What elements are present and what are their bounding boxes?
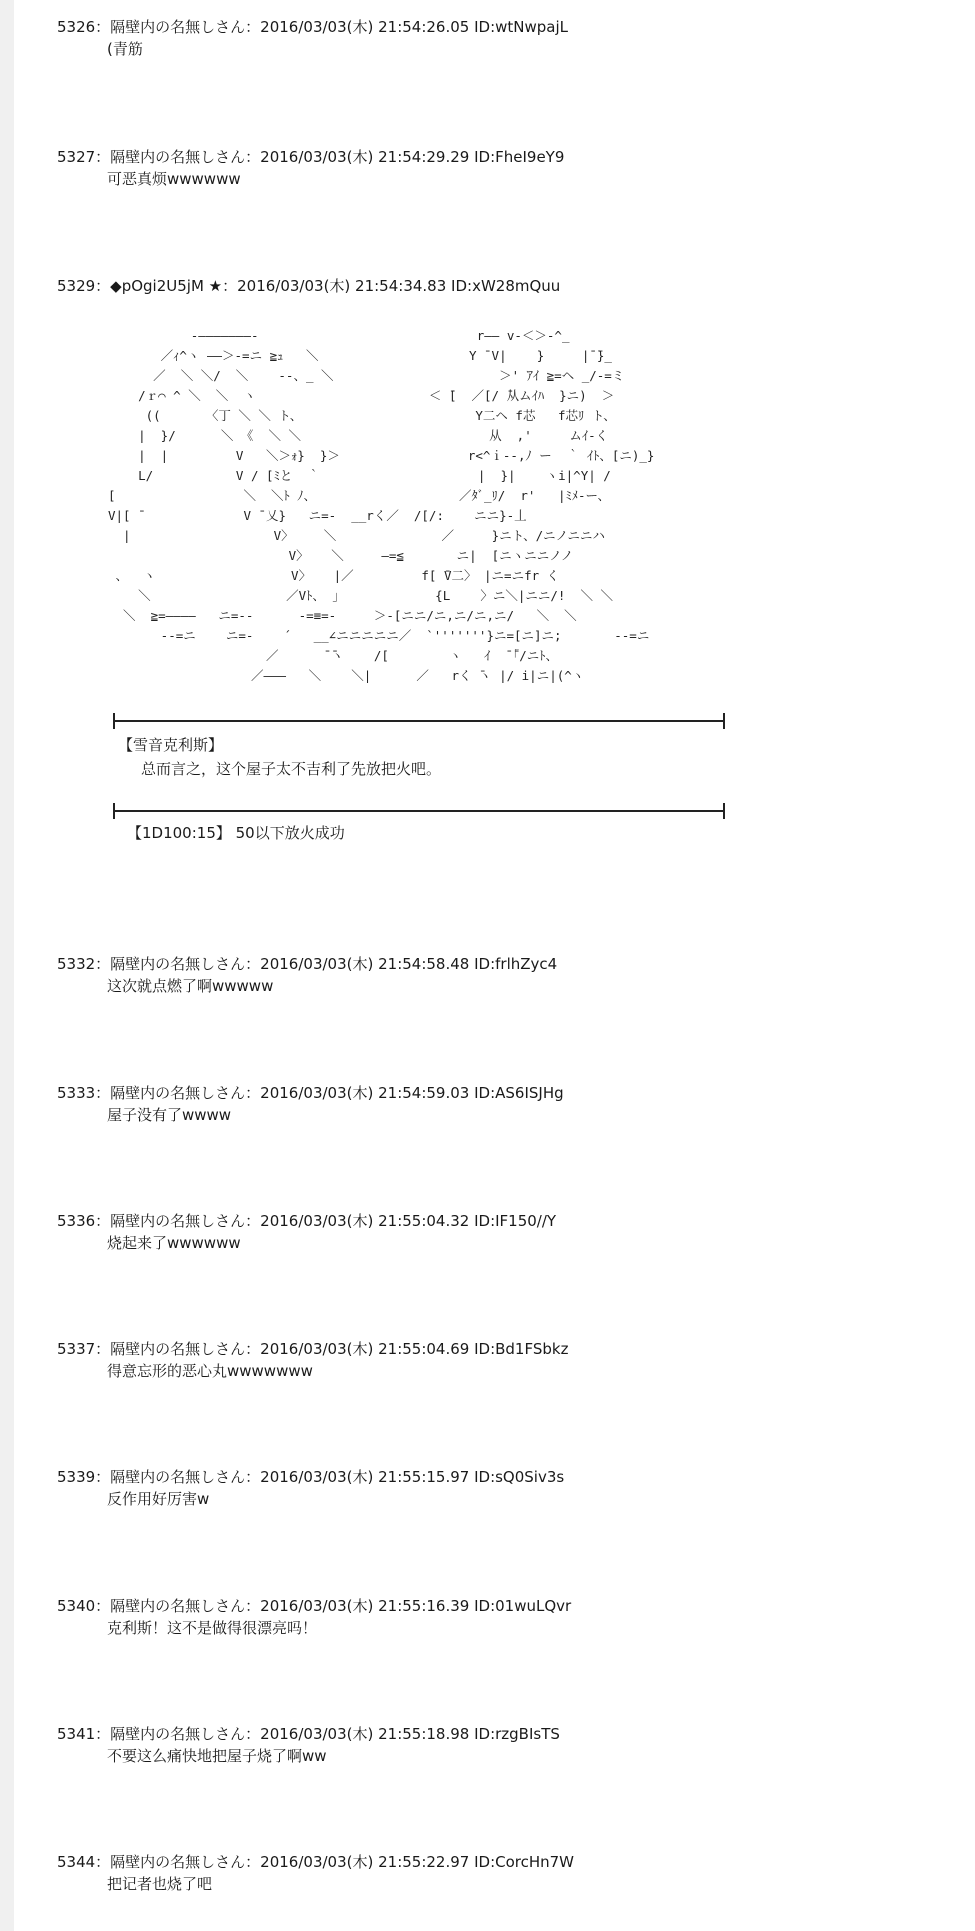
- post-header: 5336：隔壁内の名無しさん：2016/03/03(木) 21:55:04.32 ID:IF150//Y: [57, 1212, 557, 1230]
- post-header: 5341：隔壁内の名無しさん：2016/03/03(木) 21:55:18.98 ID:rzgBIsTS: [57, 1725, 560, 1743]
- divider-bottom: [113, 810, 725, 812]
- post-body: 这次就点燃了啊wwwww: [107, 977, 274, 995]
- post-5326: [57, 16, 568, 60]
- ascii-art: -―――――――- r―― v-＜＞-^_ ／ｨ^ヽ ――＞-=ニ ≧ｭ ＼ Y ̄ V| } |̄ ̄}_ ／ ＼ ＼/ ＼ ‐‐、_ ＼ ＞' ｱｲ ≧=ヘ _/-=ミ /ｒ⌒ ^ ＼ ＼ ヽ ＜ ̄[ ／[/ ̄从ムｲﾊ }ニ) ＞ (( 〈丁 ＼ ＼ ト、 Y二ヘ f芯 f芯ﾘ ト、 | }/ ＼ 《 ＼ ＼ 从 ,' ムｲ-く | | V ＼＞ｫ} }＞ r<^ｉ--,ﾉ ー ｀ ｲﾄ、[ニ)_} L/ V / [ﾐと ｀ | }| ヽi|^Y| / [ ＼ ＼ﾄ ﾉ、 ／ﾀﾞ_ﾘ/ r' |ﾐﾒ-ー、 V|[ ̄ V ̄ 乂} ニ=- __rく／ /[/: ニニ}-丄 | V〉 ＼ ／ }ニト、/ニノニニハ V〉 ＼ ―=≦ ニ| [ニヽニニノノ 、 ヽ V〉 |／ f[ ̄V二〉 |ニ=ニfr く ＼ ／Vﾄ、 」 {L 〉ニ＼|ニニ/! ＼ ＼ ＼ ≧=―――― ニ=‐- -=≡=- ＞-[ニニ/ニ,ニ/ニ,ニ/ ＼ ＼ --=ニ ニ=- ´ __∠ニニニニニ／ `'''''''}ニ=[ニ]ニ; --=ニ ／ ̄ ̄ヽ /[ ヽ ｲ ̄ ̄｢/ニﾄ、 ／――― ＼ ＼| ／ rく ̄ヽ |/ i|ニ|(^ヽ: [108, 328, 655, 683]
- speech-text: 总而言之，这个屋子太不吉利了先放把火吧。: [141, 760, 442, 778]
- post-header: 5326：隔壁内の名無しさん：2016/03/03(木) 21:54:26.05 ID:wtNwpajL: [57, 18, 568, 36]
- post-body: 克利斯！这不是做得很漂亮吗！: [107, 1619, 318, 1637]
- post-body: 可恶真烦wwwwww: [107, 170, 241, 188]
- post-body: 烧起来了wwwwww: [107, 1234, 241, 1252]
- post-header: 5329：◆pOgi2U5jM ★：2016/03/03(木) 21:54:34.83 ID:xW28mQuu: [57, 277, 561, 295]
- post-5344: [57, 1851, 574, 1895]
- post-5329: [57, 275, 560, 297]
- post-5332: [57, 953, 557, 997]
- divider-tick: [723, 803, 725, 819]
- dice-roll-result: 【1D100:15】 50以下放火成功: [127, 824, 345, 842]
- divider-tick: [723, 713, 725, 729]
- post-body: 反作用好厉害w: [107, 1490, 210, 1508]
- post-header: 5337：隔壁内の名無しさん：2016/03/03(木) 21:55:04.69 ID:Bd1FSbkz: [57, 1340, 569, 1358]
- divider-tick: [113, 713, 115, 729]
- post-header: 5327：隔壁内の名無しさん：2016/03/03(木) 21:54:29.29 ID:FheI9eY9: [57, 148, 565, 166]
- post-5336: [57, 1210, 556, 1254]
- post-header: 5339：隔壁内の名無しさん：2016/03/03(木) 21:55:15.97 ID:sQ0Siv3s: [57, 1468, 565, 1486]
- post-body: 不要这么痛快地把屋子烧了啊ww: [107, 1747, 327, 1765]
- post-5341: [57, 1723, 560, 1767]
- post-5333: [57, 1082, 564, 1126]
- post-header: 5340：隔壁内の名無しさん：2016/03/03(木) 21:55:16.39 ID:01wuLQvr: [57, 1597, 572, 1615]
- post-header: 5332：隔壁内の名無しさん：2016/03/03(木) 21:54:58.48 ID:frlhZyc4: [57, 955, 558, 973]
- post-5340: [57, 1595, 571, 1639]
- post-5339: [57, 1466, 564, 1510]
- post-header: 5344：隔壁内の名無しさん：2016/03/03(木) 21:55:22.97 ID:CorcHn7W: [57, 1853, 575, 1871]
- post-5327: [57, 146, 564, 190]
- post-body: 屋子没有了wwww: [107, 1106, 232, 1124]
- post-body: 得意忘形的恶心丸wwwwwww: [107, 1362, 313, 1380]
- post-body: (青筋: [107, 40, 143, 58]
- divider-top: [113, 720, 725, 722]
- post-header: 5333：隔壁内の名無しさん：2016/03/03(木) 21:54:59.03 ID:AS6ISJHg: [57, 1084, 564, 1102]
- post-body: 把记者也烧了吧: [107, 1875, 213, 1893]
- divider-tick: [113, 803, 115, 819]
- speaker-name: 【雪音克利斯】: [118, 736, 224, 754]
- post-5337: [57, 1338, 568, 1382]
